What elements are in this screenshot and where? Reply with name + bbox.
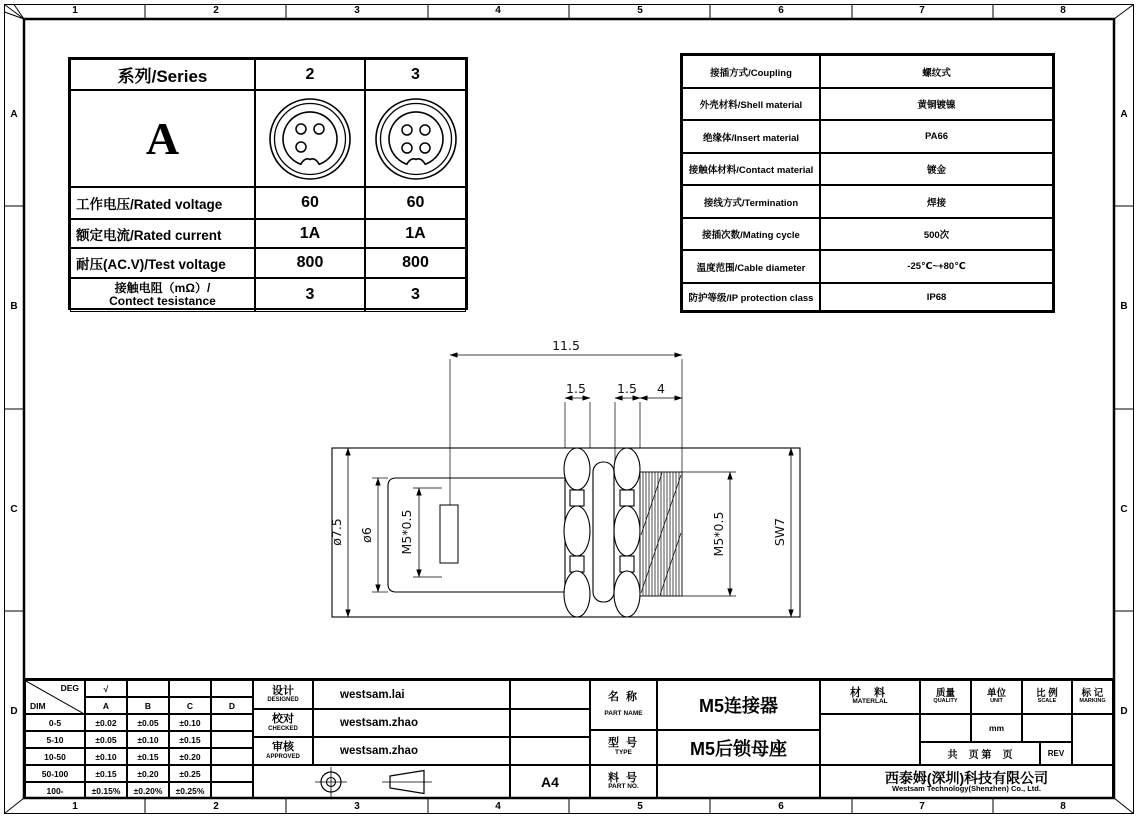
tolerance-value: ±0.15 [85, 765, 127, 782]
spec-table [680, 53, 1055, 313]
tolerance-value [211, 782, 253, 799]
signoff-empty-cell [510, 709, 590, 737]
designed-label-zh: 设计 [272, 684, 294, 697]
tolerance-empty-cell [127, 680, 169, 697]
unit-value: mm [971, 714, 1022, 742]
zone-row-label: B [10, 301, 18, 312]
part-no-label-en: PART NO. [608, 783, 639, 791]
series-row-value: 1A [255, 219, 365, 248]
zone-col-label: 5 [637, 801, 643, 812]
company-name-en: Westsam Technology(Shenzhen) Co., Ltd. [892, 784, 1041, 794]
spec-value: 黄铜镀镍 [820, 88, 1053, 120]
material-label-zh: 材 料 [849, 686, 891, 699]
tolerance-value [211, 765, 253, 782]
tolerance-value: ±0.20 [169, 748, 211, 765]
zone-col-label: 7 [919, 801, 925, 812]
quality-label-en: QUALITY [933, 698, 958, 705]
part-no-label-zh: 料 号 [607, 771, 640, 784]
series-row-label: 额定电流/Rated current [70, 219, 255, 248]
designed-label [253, 680, 313, 709]
series-col-header-3: 3 [365, 59, 466, 90]
contact-resistance-label-en: Contect tesistance [109, 294, 216, 308]
unit-label-en: UNIT [990, 698, 1003, 705]
spec-value: 镀金 [820, 153, 1053, 185]
material-label [820, 680, 920, 714]
zone-col-label: 2 [213, 801, 219, 812]
quality-label-zh: 质量 [935, 688, 955, 700]
zone-col-label: 4 [495, 5, 501, 16]
zone-col-label: 4 [495, 801, 501, 812]
checked-name: westsam.zhao [313, 709, 510, 737]
3-pin-connector-face-icon [266, 95, 354, 183]
zone-row-label: A [10, 109, 18, 120]
material-label-en: MATERLAL [852, 698, 888, 706]
scale-value-cell [1022, 714, 1072, 742]
zone-col-label: 1 [72, 801, 78, 812]
4-pin-connector-face-icon [372, 95, 460, 183]
series-face-cell-2 [255, 90, 365, 187]
tolerance-deg-label: DEG [60, 683, 79, 693]
signoff-empty-cell [510, 680, 590, 709]
tolerance-value: ±0.10 [169, 714, 211, 731]
connector-side-view-drawing [300, 335, 820, 635]
series-row-value: 1A [365, 219, 466, 248]
tolerance-value: ±0.20% [127, 782, 169, 799]
spec-label: 接线方式/Termination [682, 185, 820, 218]
tolerance-grade-header: B [127, 697, 169, 714]
unit-label-zh: 单位 [986, 688, 1006, 700]
tolerance-grade-header: C [169, 697, 211, 714]
marking-label [1072, 680, 1113, 714]
series-row-label: 工作电压/Rated voltage [70, 187, 255, 219]
zone-col-label: 8 [1060, 801, 1066, 812]
dim-thread-right: M5*0.5 [711, 511, 726, 557]
zone-col-label: 6 [778, 801, 784, 812]
unit-label [971, 680, 1022, 714]
designed-name: westsam.lai [313, 680, 510, 709]
part-type-label-zh: 型 号 [607, 737, 640, 750]
scale-label-zh: 比 例 [1036, 688, 1058, 700]
zone-row-label: D [1120, 706, 1128, 717]
spec-label: 温度范围/Cable diameter [682, 250, 820, 283]
series-row-value: 60 [255, 187, 365, 219]
checked-label-en: CHECKED [268, 725, 298, 732]
tolerance-value: ±0.10 [85, 748, 127, 765]
zone-col-label: 3 [354, 5, 360, 16]
series-row-label-2line [70, 278, 255, 312]
series-row-value: 800 [365, 248, 466, 278]
spec-value: -25℃~+80℃ [820, 250, 1053, 283]
part-type-label-en: TYPE [615, 748, 632, 756]
series-row-value: 3 [365, 278, 466, 312]
tolerance-grade-header: A [85, 697, 127, 714]
marking-value-cell [1072, 714, 1113, 765]
part-type-value: M5后锁母座 [657, 730, 820, 765]
series-row-value: 3 [255, 278, 365, 312]
series-name: A [70, 90, 255, 187]
series-row-label: 耐压(AC.V)/Test voltage [70, 248, 255, 278]
zone-col-label: 5 [637, 5, 643, 16]
tolerance-grade-header: D [211, 697, 253, 714]
company-name-zh: 西泰姆(深圳)科技有限公司 [884, 769, 1049, 786]
contact-resistance-label-zh: 接触电阻（mΩ）/ [114, 281, 211, 296]
zone-row-label: C [1120, 504, 1128, 515]
part-name-label-zh: 名 称 [607, 691, 640, 704]
approved-label-zh: 审核 [272, 741, 294, 754]
dim-thread-left: M5*0.5 [399, 509, 414, 555]
dim-overall-length: 11.5 [552, 338, 580, 353]
dim-body-diameter: ø6 [359, 527, 374, 543]
material-value-cell [820, 714, 920, 765]
tolerance-value: ±0.15 [127, 748, 169, 765]
tolerance-range: 5-10 [25, 731, 85, 748]
series-table [68, 57, 468, 310]
zone-col-label: 2 [213, 5, 219, 16]
spec-value: 500次 [820, 218, 1053, 250]
zone-col-label: 3 [354, 801, 360, 812]
zone-col-label: 6 [778, 5, 784, 16]
quality-label [920, 680, 971, 714]
part-name-value: M5连接器 [657, 680, 820, 730]
spec-value: 焊接 [820, 185, 1053, 218]
tolerance-value: ±0.25 [169, 765, 211, 782]
scale-label [1022, 680, 1072, 714]
series-row-value: 800 [255, 248, 365, 278]
spec-label: 绝缘体/Insert material [682, 120, 820, 153]
scale-label-en: SCALE [1037, 698, 1057, 705]
tolerance-corner-cell [25, 680, 85, 714]
part-type-label [590, 730, 657, 765]
tolerance-range: 0-5 [25, 714, 85, 731]
approved-label-en: APPROVED [266, 753, 300, 760]
projection-symbols-cell [253, 765, 510, 799]
marking-label-en: MARKING [1079, 698, 1106, 705]
tolerance-value: ±0.15 [169, 731, 211, 748]
first-angle-projection-icon [254, 766, 509, 798]
zone-col-label: 8 [1060, 5, 1066, 16]
series-table-title: 系列/Series [70, 59, 255, 90]
checked-label [253, 709, 313, 737]
title-block [25, 678, 1113, 797]
dim-knurl1-length: 1.5 [566, 381, 586, 396]
tolerance-value [211, 714, 253, 731]
series-col-header-2: 2 [255, 59, 365, 90]
designed-label-en: DESIGNED [267, 697, 299, 704]
zone-col-label: 1 [72, 5, 78, 16]
tolerance-value: ±0.10 [127, 731, 169, 748]
tolerance-value: ±0.15% [85, 782, 127, 799]
spec-value: 螺纹式 [820, 55, 1053, 88]
checked-label-zh: 校对 [272, 713, 294, 726]
zone-row-label: C [10, 504, 18, 515]
paper-size: A4 [510, 765, 590, 799]
signoff-empty-cell [510, 737, 590, 765]
tolerance-value: ±0.20 [127, 765, 169, 782]
approved-label [253, 737, 313, 765]
part-no-label [590, 765, 657, 799]
spec-label: 接触体材料/Contact material [682, 153, 820, 185]
quality-value-cell [920, 714, 971, 742]
tolerance-selected-mark: √ [85, 680, 127, 697]
spec-label: 防护等级/IP protection class [682, 283, 820, 311]
tolerance-value: ±0.05 [127, 714, 169, 731]
tolerance-range: 50-100 [25, 765, 85, 782]
part-name-label-en: PART NAME [604, 709, 643, 717]
tolerance-range: 100- [25, 782, 85, 799]
tolerance-dim-label: DIM [30, 701, 46, 711]
tolerance-empty-cell [211, 680, 253, 697]
approved-name: westsam.zhao [313, 737, 510, 765]
tolerance-value [211, 731, 253, 748]
dim-outer-diameter: ø7.5 [329, 518, 344, 546]
spec-label: 接插方式/Coupling [682, 55, 820, 88]
tolerance-value [211, 748, 253, 765]
pages-cell: 共 页 第 页 [920, 742, 1040, 765]
tolerance-empty-cell [169, 680, 211, 697]
rev-label: REV [1040, 742, 1072, 765]
zone-row-label: D [10, 706, 18, 717]
tolerance-value: ±0.05 [85, 731, 127, 748]
tolerance-value: ±0.25% [169, 782, 211, 799]
series-row-value: 60 [365, 187, 466, 219]
dim-knurl2-length: 1.5 [617, 381, 637, 396]
dim-thread-length: 4 [657, 381, 665, 396]
part-name-label [590, 680, 657, 730]
spec-label: 外壳材料/Shell material [682, 88, 820, 120]
tolerance-range: 10-50 [25, 748, 85, 765]
zone-col-label: 7 [919, 5, 925, 16]
part-no-value [657, 765, 820, 799]
series-face-cell-3 [365, 90, 466, 187]
company-cell [820, 765, 1113, 799]
marking-label-zh: 标 记 [1081, 688, 1104, 700]
spec-value: IP68 [820, 283, 1053, 311]
dim-hex-across-flats: SW7 [772, 517, 787, 547]
spec-value: PA66 [820, 120, 1053, 153]
zone-row-label: B [1120, 301, 1128, 312]
zone-row-label: A [1120, 109, 1128, 120]
tolerance-value: ±0.02 [85, 714, 127, 731]
spec-label: 接插次数/Mating cycle [682, 218, 820, 250]
